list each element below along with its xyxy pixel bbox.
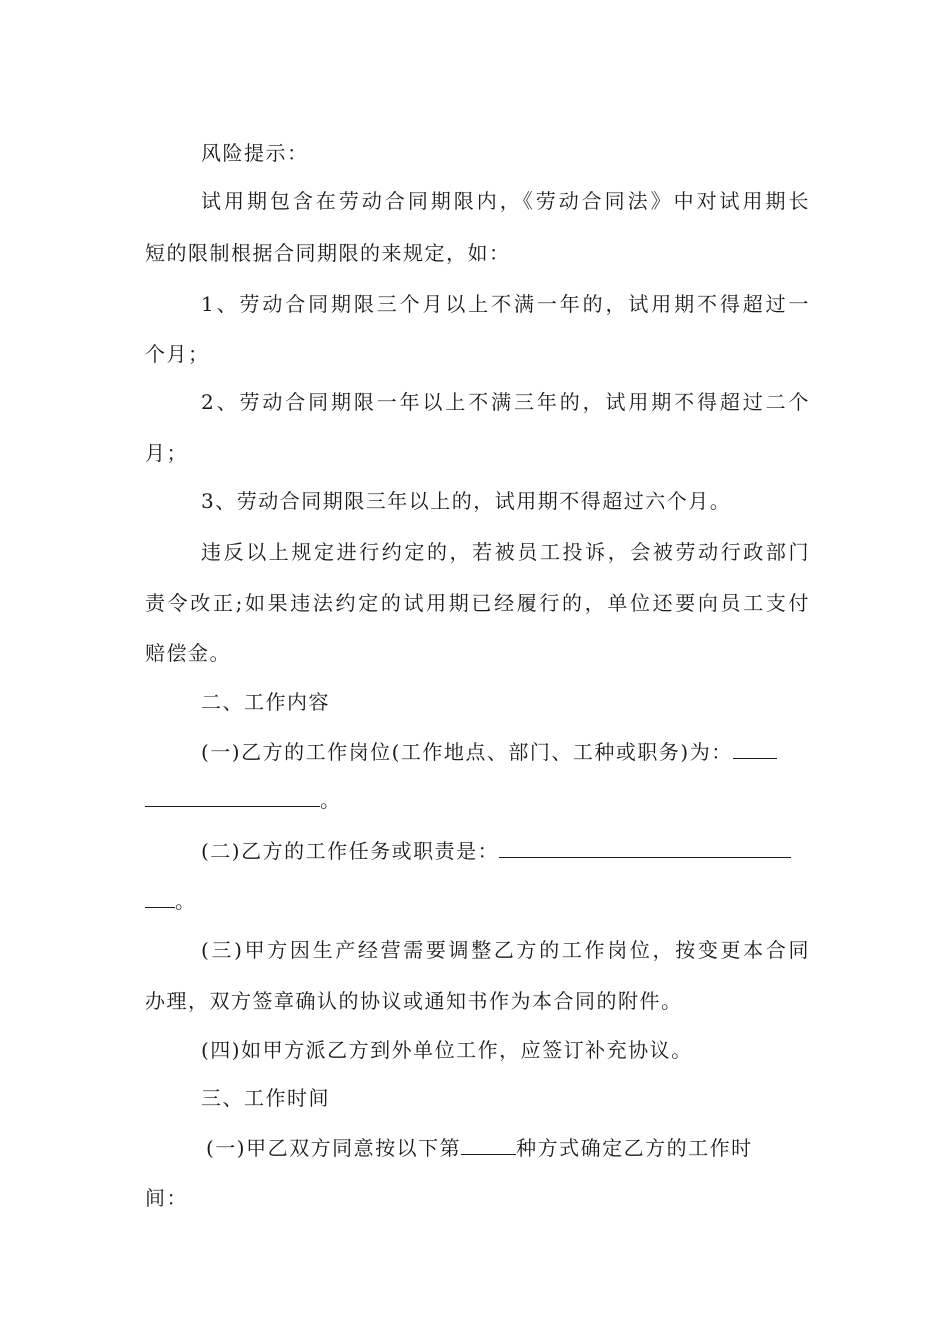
s2-item1-line-1 — [201, 738, 810, 766]
intro-line-1: 试用期包含在劳动合同期限内，《劳动合同法》中对试用期长 — [201, 189, 810, 213]
s2-item4-line-1: (四)如甲方派乙方到外单位工作，应签订补充协议。 — [201, 1038, 693, 1062]
violation-line-1: 违反以上规定进行约定的，若被员工投诉，会被劳动行政部门 — [201, 540, 810, 564]
violation-line-2: 责令改正;如果违法约定的试用期已经履行的，单位还要向员工支付 — [145, 591, 810, 615]
s3-item1-post: 种方式确定乙方的工作时 — [516, 1136, 753, 1160]
work-time-method-blank[interactable] — [461, 1135, 516, 1155]
s2-item3-line-2: 办理，双方签章确认的协议或通知书作为本合同的附件。 — [145, 989, 683, 1013]
item2-line-1: 2、劳动合同期限一年以上不满三年的，试用期不得超过二个 — [201, 390, 810, 414]
job-duty-blank-1[interactable] — [499, 838, 791, 858]
s2-item2-line-2 — [145, 887, 810, 915]
s3-item1-pre: (一)甲乙双方同意按以下第 — [206, 1136, 462, 1160]
violation-line-3: 赔偿金。 — [145, 641, 231, 665]
job-duty-blank-2[interactable] — [145, 888, 175, 908]
item1-line-1: 1、劳动合同期限三个月以上不满一年的，试用期不得超过一 — [201, 292, 810, 316]
s3-item1-line-1 — [206, 1134, 810, 1162]
risk-heading: 风险提示： — [201, 141, 309, 165]
s2-item1-line-2 — [145, 786, 810, 814]
s2-item2-text: (二)乙方的工作任务或职责是： — [201, 839, 500, 863]
intro-line-2: 短的限制根据合同期限的来规定，如： — [145, 241, 511, 265]
section3-title: 三、工作时间 — [201, 1086, 330, 1110]
s3-item1-line-2: 间： — [145, 1186, 188, 1210]
s2-item3-line-1: (三)甲方因生产经营需要调整乙方的工作岗位，按变更本合同 — [201, 938, 810, 962]
item2-line-2: 月； — [145, 441, 188, 465]
s2-item1-text: (一)乙方的工作岗位(工作地点、部门、工种或职务)为： — [201, 740, 733, 764]
job-position-blank-2[interactable] — [145, 787, 320, 807]
section2-title: 二、工作内容 — [201, 690, 330, 714]
s2-item2-end: 。 — [175, 889, 197, 913]
job-position-blank-1[interactable] — [733, 739, 777, 759]
item3-line-1: 3、劳动合同期限三年以上的，试用期不得超过六个月。 — [201, 489, 732, 513]
s2-item2-line-1 — [201, 837, 810, 865]
item1-line-2: 个月； — [145, 342, 210, 366]
s2-item1-end: 。 — [320, 788, 342, 812]
